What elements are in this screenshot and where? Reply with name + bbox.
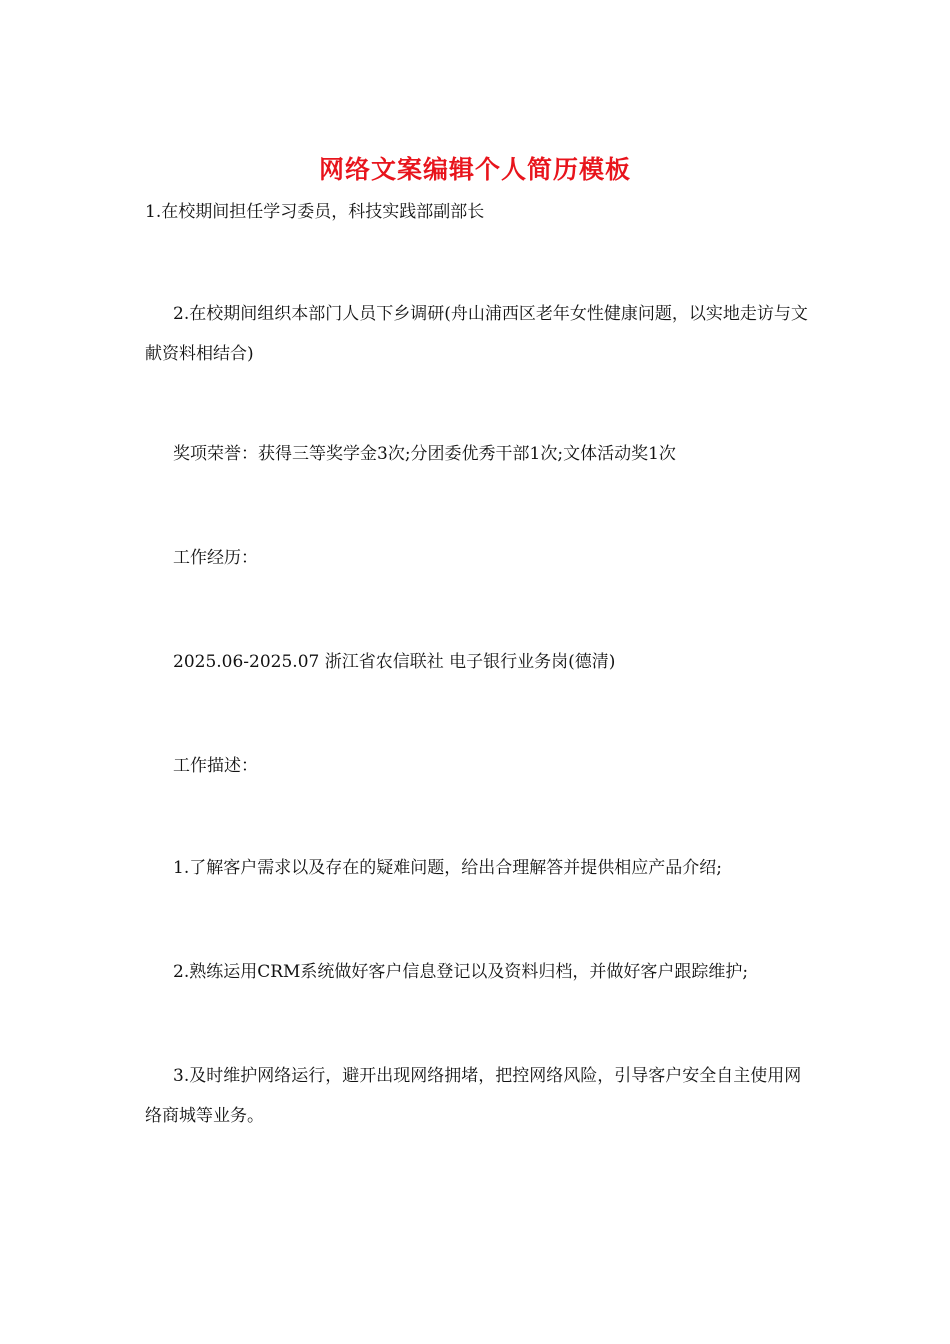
paragraph-duty-2: 2.熟练运用CRM系统做好客户信息登记以及资料归档，并做好客户跟踪维护; [173,962,749,982]
paragraph-job: 2025.06-2025.07 浙江省农信联社 电子银行业务岗(德清) [173,652,616,672]
paragraph-awards: 奖项荣誉：获得三等奖学金3次;分团委优秀干部1次;文体活动奖1次 [173,444,676,464]
document-title: 网络文案编辑个人简历模板 [318,155,631,184]
paragraph-work-history-heading: 工作经历： [173,548,258,568]
paragraph-duty-1: 1.了解客户需求以及存在的疑难问题，给出合理解答并提供相应产品介绍; [173,858,722,878]
paragraph-student-role: 1.在校期间担任学习委员，科技实践部副部长 [145,202,485,222]
paragraph-research: 2.在校期间组织本部门人员下乡调研(舟山浦西区老年女性健康问题，以实地走访与文献资料相结合) [145,304,808,364]
paragraph-duty-3: 3.及时维护网络运行，避开出现网络拥堵，把控网络风险，引导客户安全自主使用网络商城等业务。 [145,1066,802,1126]
paragraph-work-description-heading: 工作描述： [173,756,258,776]
